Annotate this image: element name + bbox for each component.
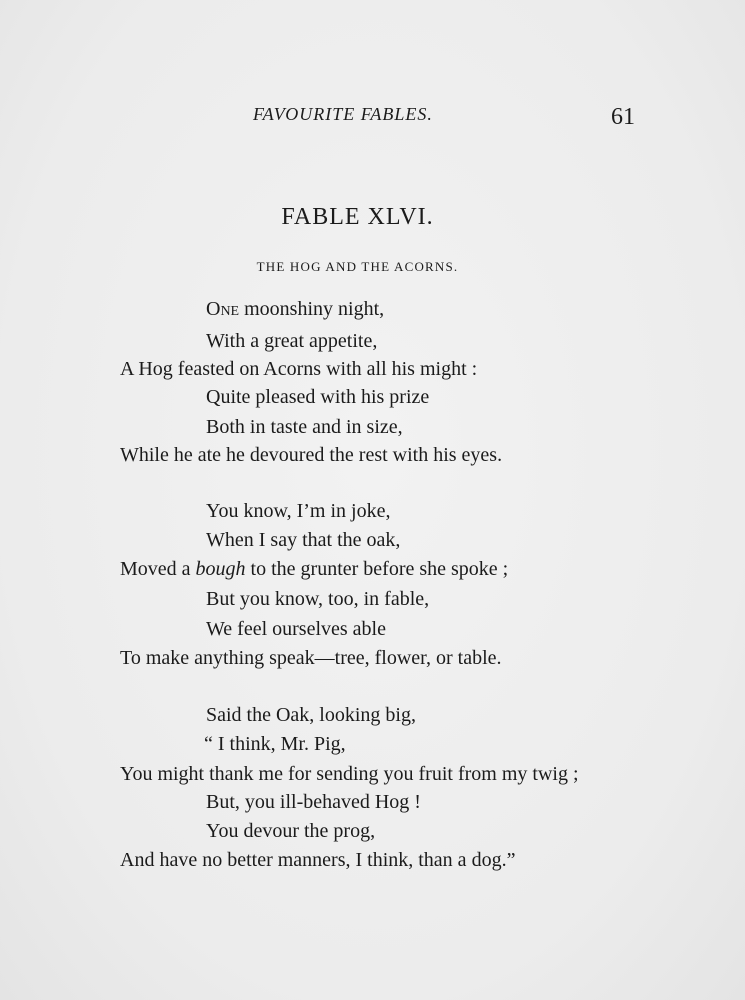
poem-line: “ I think, Mr. Pig,: [204, 733, 346, 755]
poem-line: You know, I’m in joke,: [206, 500, 391, 522]
poem-line: And have no better manners, I think, than a dog.”: [120, 849, 516, 871]
line-text: to the grunter before she spoke ;: [245, 558, 509, 580]
fable-number: FABLE XLVI.: [281, 204, 434, 230]
line-text: moonshiny night,: [239, 298, 385, 320]
poem-line: To make anything speak—tree, flower, or table.: [120, 647, 502, 669]
poem-line: Said the Oak, looking big,: [206, 704, 416, 726]
poem-line: When I say that the oak,: [206, 529, 401, 551]
poem-line: You might thank me for sending you fruit from my twig ;: [120, 763, 579, 785]
poem-line: We feel ourselves able: [206, 618, 386, 640]
page-number: 61: [611, 104, 635, 130]
poem-line: But, you ill-behaved Hog !: [206, 791, 421, 813]
drop-word: One: [206, 298, 240, 320]
poem-line: Quite pleased with his prize: [206, 386, 430, 408]
running-title: FAVOURITE FABLES.: [253, 104, 433, 124]
poem-line: A Hog feasted on Acorns with all his might :: [120, 358, 478, 380]
fable-title: THE HOG AND THE ACORNS.: [256, 259, 459, 274]
running-head: [0, 104, 745, 134]
poem-line: [206, 296, 384, 322]
line-text: Moved a: [120, 558, 196, 580]
poem-line: [120, 556, 508, 582]
italic-word: bough: [195, 558, 246, 580]
poem-line: You devour the prog,: [206, 820, 376, 842]
poem-line: With a great appetite,: [206, 330, 378, 352]
poem-line: While he ate he devoured the rest with his eyes.: [120, 444, 503, 466]
poem-line: Both in taste and in size,: [206, 416, 403, 438]
poem-line: But you know, too, in fable,: [206, 588, 430, 610]
